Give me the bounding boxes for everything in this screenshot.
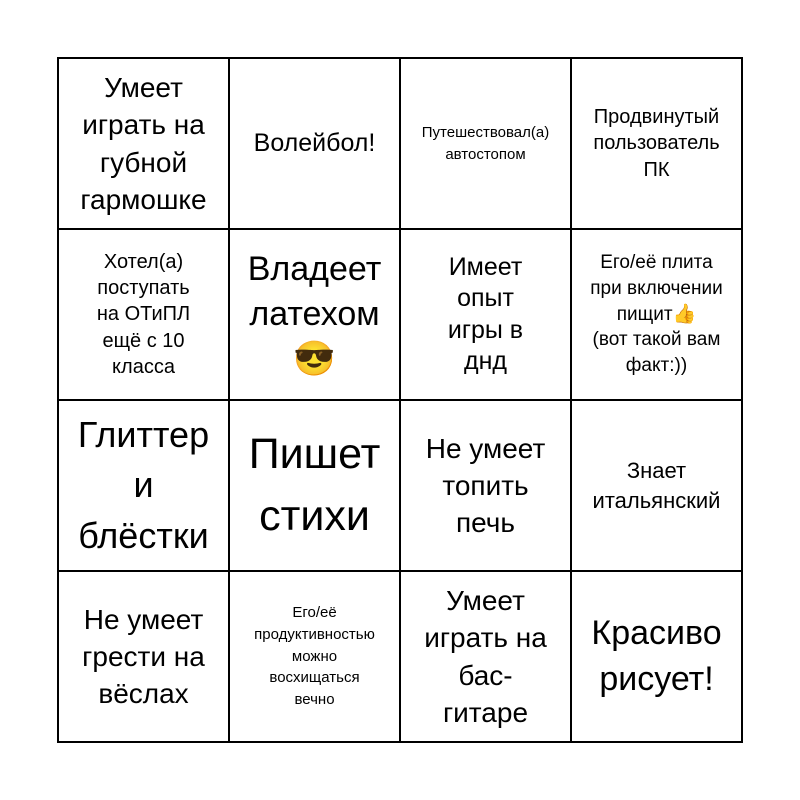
bingo-cell-label: Продвинутый пользователь ПК [593, 105, 720, 181]
bingo-cell[interactable] [230, 401, 401, 572]
bingo-cell[interactable] [230, 59, 401, 230]
bingo-cell[interactable] [59, 572, 230, 743]
bingo-cell[interactable] [59, 59, 230, 230]
bingo-cell[interactable] [59, 401, 230, 572]
bingo-cell[interactable] [401, 572, 572, 743]
bingo-cell-label: Пишет стихи [248, 430, 381, 540]
bingo-cell-label: Хотел(а) поступать на ОТиПЛ ещё с 10 класса [96, 250, 191, 379]
bingo-cell[interactable] [401, 401, 572, 572]
bingo-cell[interactable] [572, 401, 743, 572]
bingo-cell-label: Путешествовал(а) автостопом [421, 123, 550, 163]
bingo-cell-label: Умеет играть на губной гармошке [80, 72, 207, 215]
bingo-cell-label: Не умеет грести на вёслах [82, 603, 205, 710]
bingo-cell-label: Умеет играть на бас- гитаре [424, 585, 547, 728]
bingo-cell[interactable] [401, 59, 572, 230]
bingo-cell[interactable] [401, 230, 572, 401]
bingo-cell-label: Его/её плита при включении пищит👍 (вот такой вам факт:)) [590, 251, 723, 377]
bingo-cell[interactable] [230, 572, 401, 743]
bingo-cell-label: Знает итальянский [592, 457, 721, 513]
bingo-cell-label: Владеет латехом 😎 [247, 249, 382, 379]
bingo-cell-label: Не умеет топить печь [425, 432, 546, 539]
bingo-cell[interactable] [572, 230, 743, 401]
bingo-cell[interactable] [572, 59, 743, 230]
bingo-cell-label: Его/её продуктивностью можно восхищаться вечно [254, 604, 375, 709]
bingo-cell[interactable] [230, 230, 401, 401]
bingo-cell-label: Глиттер и блёстки [77, 413, 210, 556]
bingo-cell-label: Красиво рисует! [591, 614, 722, 698]
bingo-cell[interactable] [572, 572, 743, 743]
bingo-cell-label: Волейбол! [253, 128, 376, 157]
bingo-cell[interactable] [59, 230, 230, 401]
bingo-grid [57, 57, 743, 743]
bingo-cell-label: Имеет опыт игры в днд [447, 253, 524, 375]
